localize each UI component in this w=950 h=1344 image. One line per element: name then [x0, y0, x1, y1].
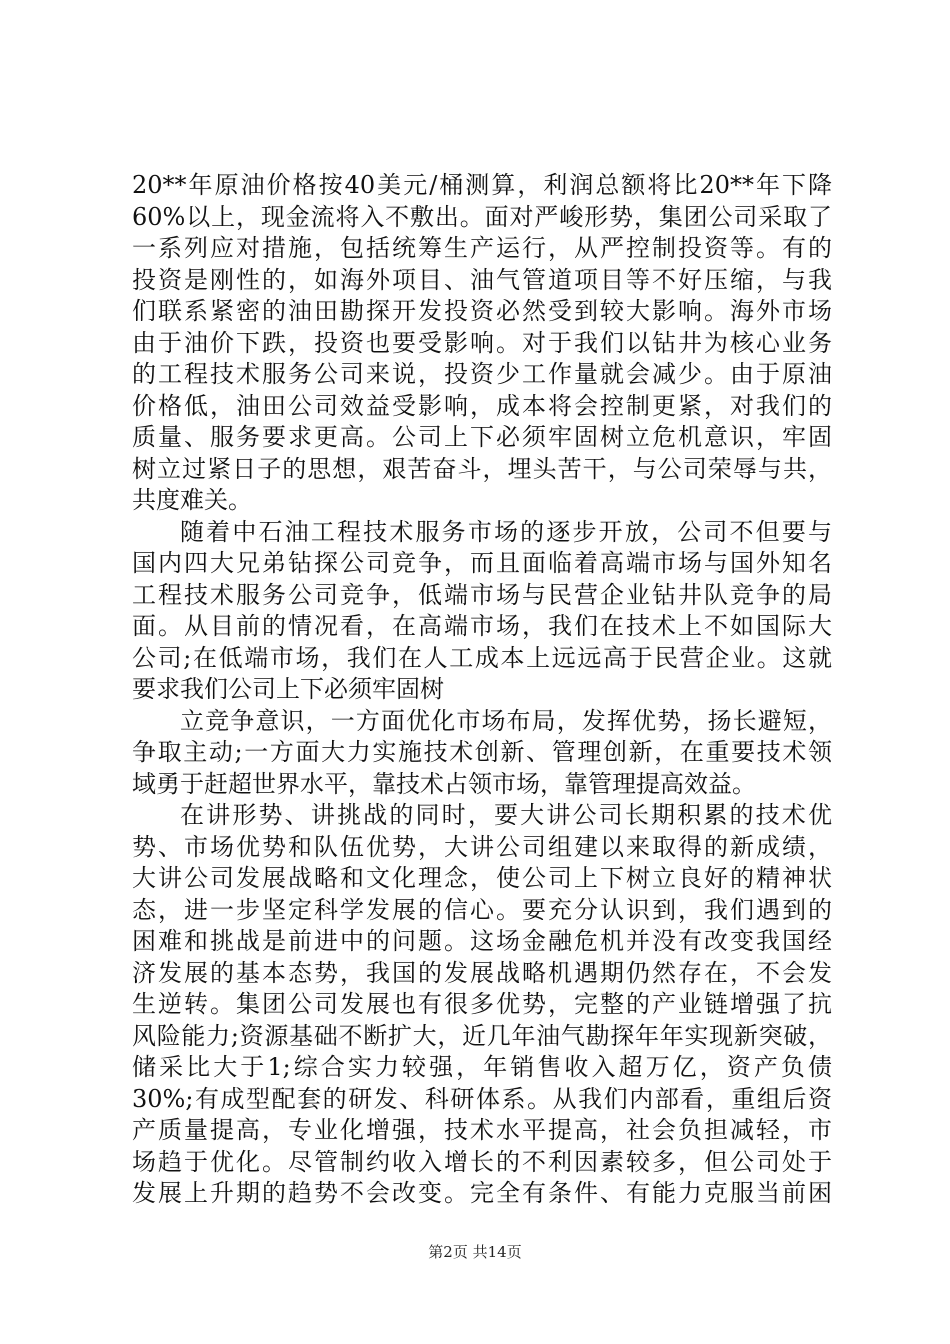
text-line: 随着中石油工程技术服务市场的逐步开放，公司不但要与	[180, 517, 832, 546]
text-line: 争取主动;一方面大力实施技术创新、管理创新，在重要技术领	[132, 738, 832, 766]
text-line: 要求我们公司上下必须牢固树	[132, 675, 444, 703]
text-line: 60%以上，现金流将入不敷出。面对严峻形势，集团公司采取了	[132, 202, 832, 231]
text-line: 场趋于优化。尽管制约收入增长的不利因素较多，但公司处于	[132, 1147, 832, 1176]
text-line: 质量、服务要求更高。公司上下必须牢固树立危机意识，牢固	[132, 423, 832, 451]
text-line: 公司;在低端市场，我们在人工成本上远远高于民营企业。这就	[132, 643, 832, 672]
text-line: 势、市场优势和队伍优势，大讲公司组建以来取得的新成绩，	[132, 832, 832, 861]
text-line: 大讲公司发展战略和文化理念，使公司上下树立良好的精神状	[132, 864, 832, 892]
body-text	[132, 170, 832, 1210]
text-line: 的工程技术服务公司来说，投资少工作量就会减少。由于原油	[132, 360, 832, 388]
text-line: 由于油价下跌，投资也要受影响。对于我们以钻井为核心业务	[132, 328, 832, 357]
text-line: 共度难关。	[132, 486, 252, 514]
text-line: 态，进一步坚定科学发展的信心。要充分认识到，我们遇到的	[132, 895, 832, 924]
text-line: 发展上升期的趋势不会改变。完全有条件、有能力克服当前困	[132, 1179, 832, 1207]
text-line: 投资是刚性的，如海外项目、油气管道项目等不好压缩，与我	[132, 265, 832, 294]
text-line: 面。从目前的情况看，在高端市场，我们在技术上不如国际大	[132, 612, 832, 640]
text-line: 生逆转。集团公司发展也有很多优势，完整的产业链增强了抗	[132, 990, 832, 1018]
text-line: 产质量提高，专业化增强，技术水平提高，社会负担减轻，市	[132, 1116, 832, 1144]
text-line: 在讲形势、讲挑战的同时，要大讲公司长期积累的技术优	[180, 801, 832, 829]
text-line: 济发展的基本态势，我国的发展战略机遇期仍然存在，不会发	[132, 958, 832, 987]
text-line: 30%;有成型配套的研发、科研体系。从我们内部看，重组后资	[132, 1084, 832, 1113]
text-line: 们联系紧密的油田勘探开发投资必然受到较大影响。海外市场	[132, 297, 832, 325]
text-line: 困难和挑战是前进中的问题。这场金融危机并没有改变我国经	[132, 927, 832, 955]
text-line: 一系列应对措施，包括统筹生产运行，从严控制投资等。有的	[132, 234, 832, 262]
page-number-footer: 第2页 共14页	[428, 1243, 522, 1261]
text-line: 域勇于赶超世界水平，靠技术占领市场，靠管理提高效益。	[132, 769, 756, 798]
text-line: 树立过紧日子的思想，艰苦奋斗，埋头苦干，与公司荣辱与共，	[132, 454, 832, 483]
text-line: 20**年原油价格按40美元/桶测算，利润总额将比20**年下降	[132, 171, 832, 199]
text-line: 风险能力;资源基础不断扩大，近几年油气勘探年年实现新突破，	[132, 1021, 832, 1050]
text-line: 工程技术服务公司竞争，低端市场与民营企业钻井队竞争的局	[132, 580, 832, 609]
text-line: 立竞争意识，一方面优化市场布局，发挥优势，扬长避短，	[180, 706, 832, 735]
text-line: 价格低，油田公司效益受影响，成本将会控制更紧，对我们的	[132, 391, 832, 420]
text-line: 国内四大兄弟钻探公司竞争，而且面临着高端市场与国外知名	[132, 549, 832, 577]
text-line: 储采比大于1;综合实力较强，年销售收入超万亿，资产负债	[132, 1053, 832, 1081]
